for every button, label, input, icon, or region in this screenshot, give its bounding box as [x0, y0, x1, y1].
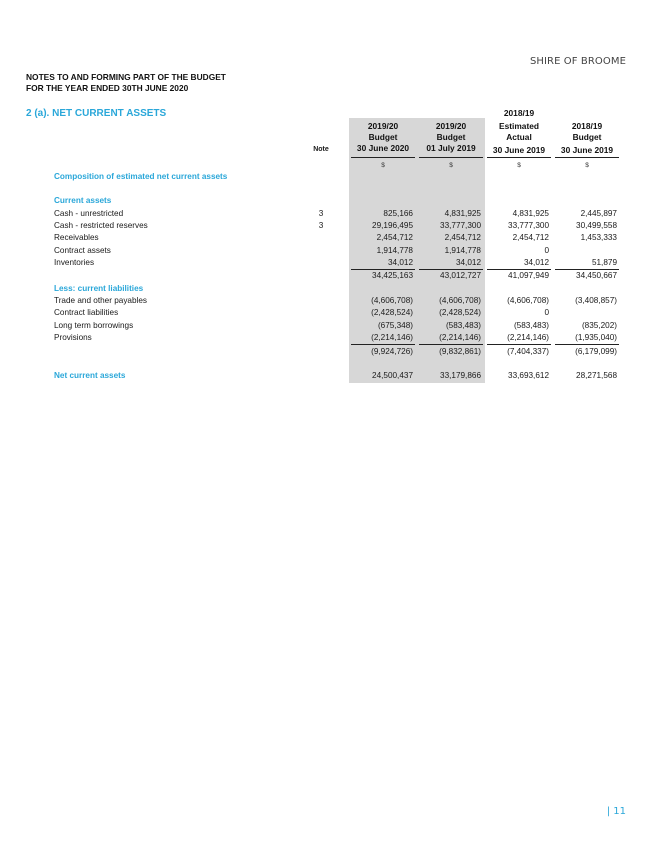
document-title-line-1: NOTES TO AND FORMING PART OF THE BUDGET — [26, 72, 226, 82]
column-header-budget-july-2019 — [417, 121, 485, 154]
row-note: 3 — [318, 209, 324, 218]
row-value: 51,879 — [591, 258, 617, 267]
row-value: (583,483) — [513, 321, 549, 330]
column-header-line: Actual — [506, 132, 532, 142]
row-value: 1,914,778 — [376, 246, 413, 255]
row-value: 1,914,778 — [444, 246, 481, 255]
header-rule — [487, 157, 551, 158]
row-value: 0 — [544, 308, 549, 317]
row-label: Inventories — [54, 258, 95, 267]
row-label: Contract assets — [54, 246, 111, 255]
total-value: 33,179,866 — [440, 371, 481, 380]
column-header-estimated-year: 2018/19 — [503, 108, 535, 118]
row-note: 3 — [318, 221, 324, 230]
net-current-assets-label: Net current assets — [54, 371, 126, 380]
row-value: 34,012 — [523, 258, 549, 267]
total-value: (9,832,861) — [439, 347, 481, 356]
currency-symbol: $ — [585, 162, 589, 169]
row-value: 0 — [544, 246, 549, 255]
row-value: 30,499,558 — [576, 221, 617, 230]
column-header-line: 2019/20 — [435, 121, 467, 131]
row-label: Contract liabilities — [54, 308, 119, 317]
document-title-line-2: FOR THE YEAR ENDED 30TH JUNE 2020 — [26, 83, 189, 93]
row-value: 34,012 — [387, 258, 413, 267]
subtotal-rule — [351, 269, 415, 270]
row-value: (2,214,146) — [507, 333, 549, 342]
row-value: (4,606,708) — [371, 296, 413, 305]
row-value: 2,454,712 — [444, 233, 481, 242]
row-label: Receivables — [54, 233, 99, 242]
column-header-budget-june-2019 — [553, 121, 621, 156]
current-assets-heading: Current assets — [54, 196, 112, 205]
composition-heading: Composition of estimated net current assets — [54, 172, 228, 181]
row-label: Provisions — [54, 333, 92, 342]
subtotal-rule — [419, 269, 483, 270]
row-value: 33,777,300 — [440, 221, 481, 230]
row-value: (1,935,040) — [575, 333, 617, 342]
subtotal-rule — [419, 344, 483, 345]
column-header-line: 30 June 2019 — [492, 145, 546, 155]
row-value: (4,606,708) — [439, 296, 481, 305]
column-header-line: Budget — [572, 132, 602, 142]
currency-symbol: $ — [381, 162, 385, 169]
section-title: 2 (a). NET CURRENT ASSETS — [26, 108, 167, 119]
column-header-line: Budget — [368, 132, 398, 142]
row-value: (835,202) — [581, 321, 617, 330]
row-value: 825,166 — [383, 209, 413, 218]
column-header-line: 01 July 2019 — [426, 143, 476, 153]
column-header-line: 2018/19 — [571, 121, 603, 131]
column-header-line: Budget — [436, 132, 466, 142]
row-value: 2,454,712 — [376, 233, 413, 242]
header-rule — [419, 157, 483, 158]
header-rule — [555, 157, 619, 158]
row-value: (4,606,708) — [507, 296, 549, 305]
subtotal-rule — [555, 269, 619, 270]
document-title — [26, 72, 226, 94]
currency-symbol: $ — [517, 162, 521, 169]
total-value: 34,425,163 — [372, 271, 413, 280]
row-value: (583,483) — [445, 321, 481, 330]
row-value: 29,196,495 — [372, 221, 413, 230]
total-value: (7,404,337) — [507, 347, 549, 356]
subtotal-rule — [555, 344, 619, 345]
total-value: (9,924,726) — [371, 347, 413, 356]
row-value: 2,445,897 — [580, 209, 617, 218]
row-value: 33,777,300 — [508, 221, 549, 230]
row-value: (675,348) — [377, 321, 413, 330]
total-value: 33,693,612 — [508, 371, 549, 380]
row-value: (2,214,146) — [439, 333, 481, 342]
row-value: (3,408,857) — [575, 296, 617, 305]
total-value: 34,450,667 — [576, 271, 617, 280]
column-header-line: 30 June 2019 — [560, 145, 614, 155]
column-header-line: 2019/20 — [367, 121, 399, 131]
row-label: Cash - restricted reserves — [54, 221, 148, 230]
row-value: 34,012 — [455, 258, 481, 267]
row-label: Trade and other payables — [54, 296, 148, 305]
subtotal-rule — [487, 344, 551, 345]
column-header-budget-2020 — [349, 121, 417, 154]
column-header-estimated-actual — [485, 121, 553, 156]
row-value: 4,831,925 — [444, 209, 481, 218]
row-value: (2,428,524) — [371, 308, 413, 317]
column-header-line: 30 June 2020 — [356, 143, 410, 153]
note-column-header: Note — [313, 146, 329, 153]
org-name: SHIRE OF BROOME — [529, 56, 626, 67]
column-header-line: Estimated — [498, 121, 540, 131]
currency-symbol: $ — [449, 162, 453, 169]
row-value: 4,831,925 — [512, 209, 549, 218]
row-label: Long term borrowings — [54, 321, 134, 330]
current-liabilities-heading: Less: current liabilities — [54, 284, 144, 293]
page-number: | 11 — [606, 806, 626, 817]
total-value: 28,271,568 — [576, 371, 617, 380]
row-value: 2,454,712 — [512, 233, 549, 242]
total-value: 43,012,727 — [440, 271, 481, 280]
total-value: 24,500,437 — [372, 371, 413, 380]
row-value: (2,214,146) — [371, 333, 413, 342]
row-value: 1,453,333 — [580, 233, 617, 242]
total-value: 41,097,949 — [508, 271, 549, 280]
subtotal-rule — [487, 269, 551, 270]
subtotal-rule — [351, 344, 415, 345]
total-value: (6,179,099) — [575, 347, 617, 356]
header-rule — [351, 157, 415, 158]
row-label: Cash - unrestricted — [54, 209, 124, 218]
row-value: (2,428,524) — [439, 308, 481, 317]
